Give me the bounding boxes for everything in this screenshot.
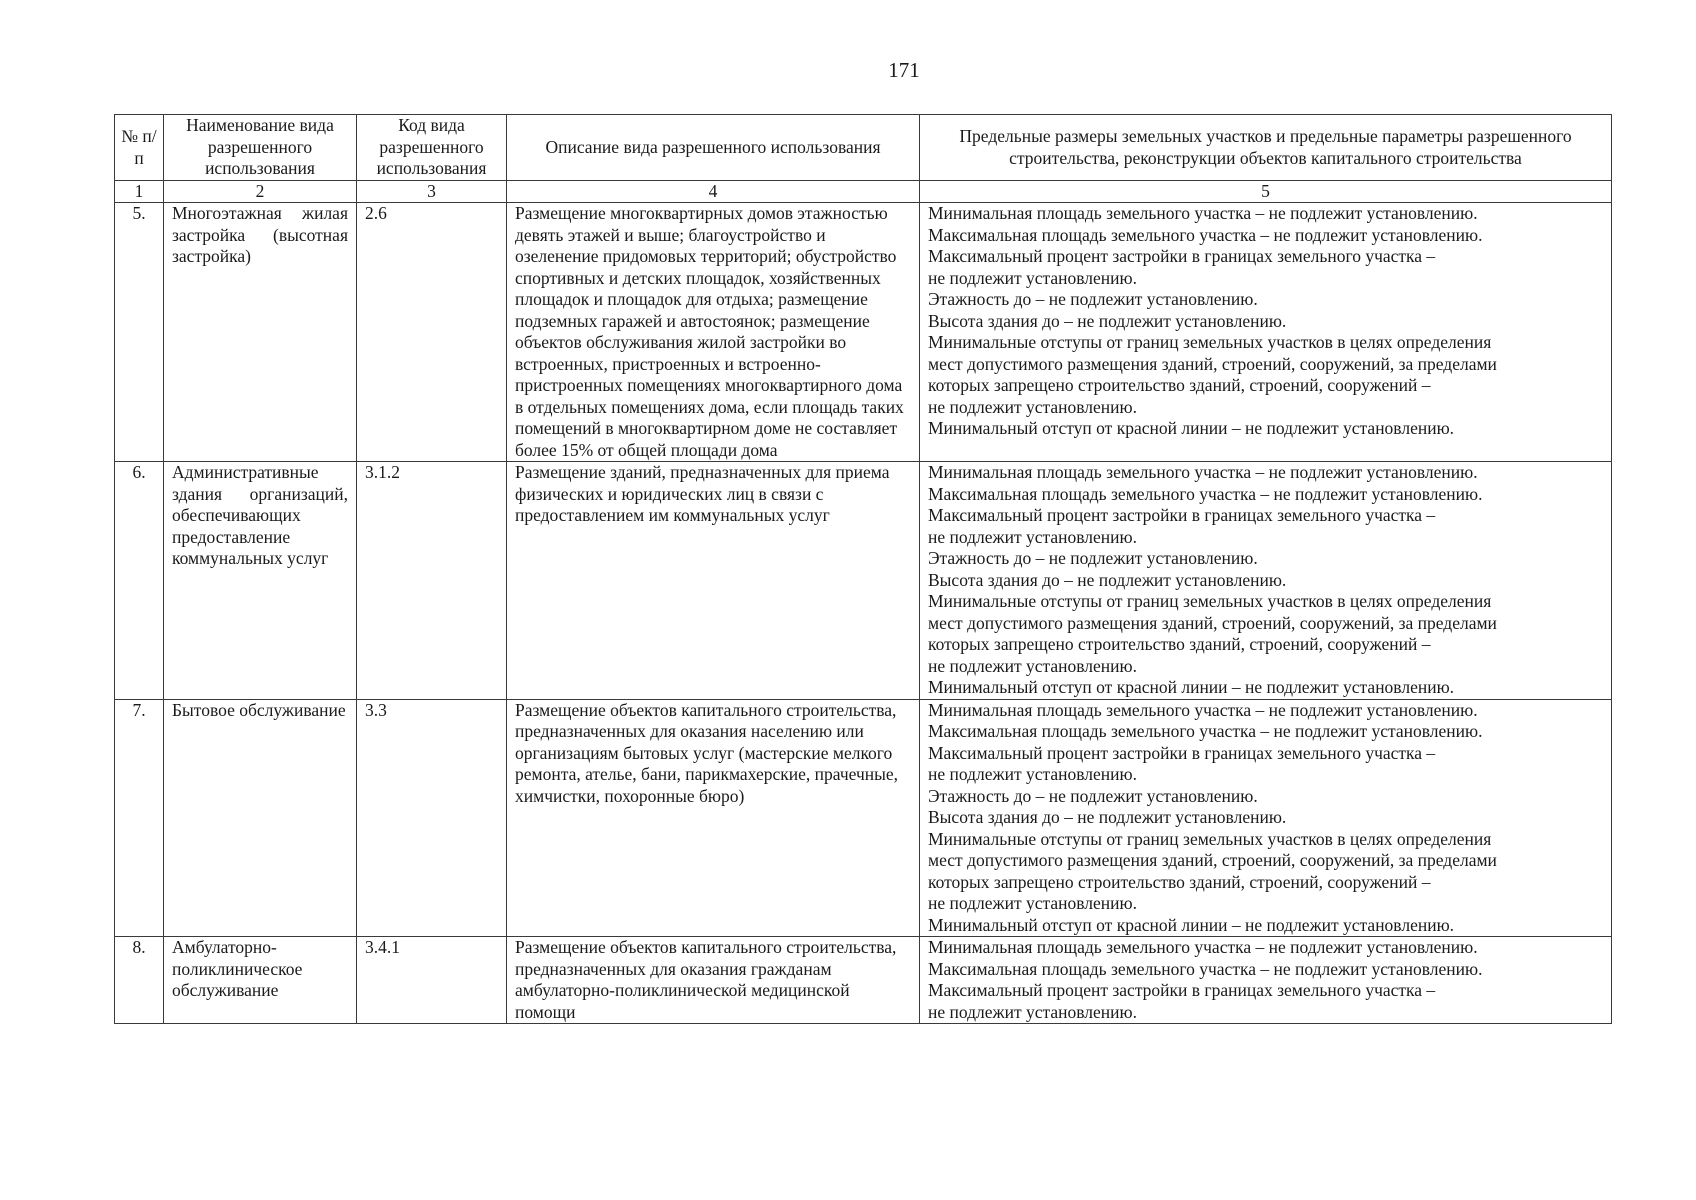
parameter-line: Этажность до – не подлежит установлению. <box>928 548 1258 568</box>
land-use-code-cell: 2.6 <box>357 203 507 462</box>
header-number: № п/п <box>115 115 164 181</box>
parameter-line: Максимальная площадь земельного участка – не подлежит установлению. <box>928 721 1483 741</box>
parameter-line: Минимальный отступ от красной линии – не подлежит установлению. <box>928 914 1455 935</box>
land-use-code-cell: 3.4.1 <box>357 937 507 1024</box>
table-row <box>115 203 1612 462</box>
parameter-line: не подлежит установлению. <box>928 764 1137 784</box>
row-number-cell: 5. <box>115 203 164 462</box>
description-cell: Размещение объектов капитального строительства, предназначенных для оказания гражданам амбулаторно-поликлинической медицинской помощи <box>507 937 920 1024</box>
parameter-line: мест допустимого размещения зданий, строений, сооружений, за пределами <box>928 612 1497 633</box>
parameter-line: Минимальная площадь земельного участка – не подлежит установлению. <box>928 699 1478 720</box>
parameter-line: Этажность до – не подлежит установлению. <box>928 289 1258 309</box>
land-use-name-cell: Бытовое обслуживание <box>164 699 357 937</box>
parameter-line: Максимальная площадь земельного участка – не подлежит установлению. <box>928 958 1483 979</box>
parameter-line: которых запрещено строительство зданий, строений, сооружений – <box>928 871 1431 892</box>
column-number: 5 <box>920 181 1612 203</box>
parameter-line: Минимальная площадь земельного участка – не подлежит установлению. <box>928 203 1478 223</box>
table-row <box>115 699 1612 937</box>
parameters-cell <box>920 699 1612 937</box>
column-number: 1 <box>115 181 164 203</box>
column-number: 3 <box>357 181 507 203</box>
description-cell: Размещение объектов капитального строительства, предназначенных для оказания населению или организациям бытовых услуг (мастерские мелкого ремонта, ателье, бани, парикмахерские, прачечные, химчистки, похоронные бюро) <box>507 699 920 937</box>
parameter-line: не подлежит установлению. <box>928 1001 1137 1022</box>
row-number-cell: 6. <box>115 462 164 700</box>
parameter-line: которых запрещено строительство зданий, строений, сооружений – <box>928 634 1431 654</box>
parameter-line: Высота здания до – не подлежит установлению. <box>928 310 1287 331</box>
header-code: Код вида разрешенного использования <box>357 115 507 181</box>
parameter-line: мест допустимого размещения зданий, строений, сооружений, за пределами <box>928 353 1497 374</box>
parameter-line: Минимальная площадь земельного участка – не подлежит установлению. <box>928 937 1478 957</box>
parameter-line: Максимальный процент застройки в границах земельного участка – <box>928 246 1436 266</box>
table-header-row <box>115 115 1612 181</box>
parameter-line: Минимальные отступы от границ земельных участков в целях определения <box>928 332 1492 352</box>
land-use-name-cell: Амбулаторно-поликлиническое обслуживание <box>164 937 357 1024</box>
parameter-line: мест допустимого размещения зданий, строений, сооружений, за пределами <box>928 850 1497 870</box>
parameter-line: Высота здания до – не подлежит установлению. <box>928 569 1287 590</box>
parameters-cell <box>920 203 1612 462</box>
header-parameters: Предельные размеры земельных участков и предельные параметры разрешенного строительства, реконструкции объектов капитального строительства <box>920 115 1612 181</box>
parameter-line: Минимальные отступы от границ земельных участков в целях определения <box>928 828 1492 849</box>
parameter-line: Минимальный отступ от красной линии – не подлежит установлению. <box>928 418 1455 438</box>
table-body <box>115 181 1612 1024</box>
parameter-line: не подлежит установлению. <box>928 655 1137 676</box>
parameter-line: Минимальная площадь земельного участка – не подлежит установлению. <box>928 462 1478 482</box>
column-number: 2 <box>164 181 357 203</box>
parameter-line: не подлежит установлению. <box>928 893 1137 913</box>
column-number: 4 <box>507 181 920 203</box>
land-use-table <box>114 114 1612 1024</box>
parameter-line: Этажность до – не подлежит установлению. <box>928 785 1258 806</box>
parameter-line: не подлежит установлению. <box>928 526 1137 547</box>
land-use-code-cell: 3.1.2 <box>357 462 507 700</box>
row-number-cell: 7. <box>115 699 164 937</box>
parameters-cell <box>920 937 1612 1024</box>
parameter-line: не подлежит установлению. <box>928 396 1137 417</box>
page-number: 171 <box>888 58 920 82</box>
parameter-line: Минимальный отступ от красной линии – не подлежит установлению. <box>928 677 1455 697</box>
header-description: Описание вида разрешенного использования <box>507 115 920 181</box>
parameter-line: Минимальные отступы от границ земельных участков в целях определения <box>928 591 1492 611</box>
land-use-name-cell: Многоэтажная жилая застройка (высотная застройка) <box>164 203 357 462</box>
land-use-name-cell: Административные здания организаций, обеспечивающих предоставление коммунальных услуг <box>164 462 357 700</box>
parameters-cell <box>920 462 1612 700</box>
parameter-line: Максимальный процент застройки в границах земельного участка – <box>928 742 1436 763</box>
parameter-line: Высота здания до – не подлежит установлению. <box>928 807 1287 827</box>
row-number-cell: 8. <box>115 937 164 1024</box>
description-cell: Размещение зданий, предназначенных для приема физических и юридических лиц в связи с предоставлением им коммунальных услуг <box>507 462 920 700</box>
table-row <box>115 462 1612 700</box>
description-cell: Размещение многоквартирных домов этажностью девять этажей и выше; благоустройство и озеленение придомовых территорий; обустройство спортивных и детских площадок, хозяйственных площадок и площадок для отдыха; размещение подземных гаражей и автостоянок; размещение объектов обслуживания жилой застройки во встроенных, пристроенных и встроенно-пристроенных помещениях многоквартирного дома в отдельных помещениях дома, если площадь таких помещений в многоквартирном доме не составляет более 15% от общей площади дома <box>507 203 920 462</box>
table-row <box>115 937 1612 1024</box>
parameter-line: Максимальная площадь земельного участка – не подлежит установлению. <box>928 483 1483 504</box>
land-use-code-cell: 3.3 <box>357 699 507 937</box>
parameter-line: Максимальный процент застройки в границах земельного участка – <box>928 980 1436 1000</box>
parameter-line: Максимальный процент застройки в границах земельного участка – <box>928 505 1436 525</box>
header-name: Наименование вида разрешенного использования <box>164 115 357 181</box>
parameter-line: не подлежит установлению. <box>928 267 1137 288</box>
parameter-line: которых запрещено строительство зданий, строений, сооружений – <box>928 375 1431 395</box>
parameter-line: Максимальная площадь земельного участка – не подлежит установлению. <box>928 224 1483 245</box>
column-number-row <box>115 181 1612 203</box>
